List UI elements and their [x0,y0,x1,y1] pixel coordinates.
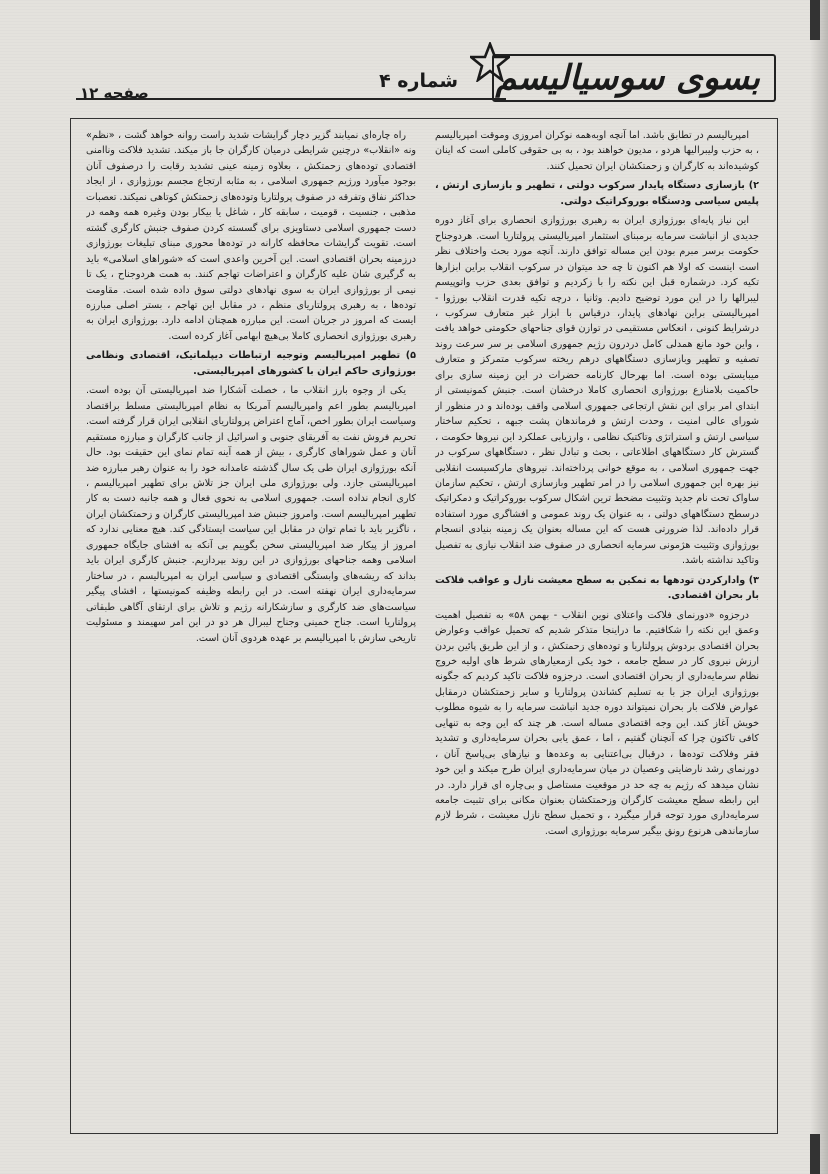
star-icon [470,42,510,82]
section-heading: ۳) واداركردن تودهها به تمکین به سطح معیشت نازل و عواقب فلاکت بار بحران اقتصادی. [435,574,759,602]
paragraph: یکی از وجوه بارز انقلاب ما ، خصلت آشکارا ضد امپریالیستی آن بوده است. امپریالیسم بطور اعم وامپریالیسم آمریکا به نظام امپریالیستی مسلط براقتصاد وسیاست ایران بطور اخص، آماج اعتراض پرولتاریای انقلابی ایران قرار گرفته است. تحریم فروش نفت به آفریقای جنوبی و اسرائیل از جانب کارگران و مبارزه مستقیم آنان و عمل شوراهای کارگری ، بیش از همه آینه تمام نمای این حقیقت بود. حال آنکه بورژوازی ایران طی یک سال گذشته عامدانه خود را به عنوان رهبر مبارزه ضد امپریالیستی جازد. ولی بورژوازی ملی ایران جز تلاش برای تطهیر امپریالیسم ، کاری انجام نداده است. جمهوری اسلامی به نحوی فعال و همه جانبه دست به کار تطهیر امپریالیسم است. وامروز جنبش ضد امپریالیستی کارگران و زحمتکشان ایران ، ناگزیر باید با تمام توان در مقابل این سیاست ایستادگی کند. هیچ معنایی ندارد که امروز از پیکار ضد امپریالیستی سخن بگوییم بی آنکه به افشای جایگاه جمهوری اسلامی وهمه جناحهای بورژوازی در این روند بپردازیم. جنبش کارگری ایران باید بداند که ریشه‌های وابستگی اقتصادی و سیاسی ایران به امپریالیسم ، در ساختار سرمایه‌داری ایران نهفته است. در این رابطه وظیفه کمونیستها ، افشای پیگیر سیاست‌های ضد کارگری و سازشکارانه رژیم و تلاش برای ارتقای آگاهی طبقاتی پرولتاریا است. جناح خمینی وجناح لیبرال هر دو در این امر سهیمند و مسئولیت تاریخی سازش با امپریالیسم بر عهده هردوی آنان است. [86,385,416,644]
section-heading: ۵) تطهیر امپریالیسم وتوجیه ارتباطات دیپلماتیک، اقتصادی ونظامی بورژوازی حاکم ایران با کشورهای امپریالیستی. [86,350,416,377]
scan-corner-mark [810,1134,820,1174]
paragraph: راه چاره‌ای نمیابند گزیر دچار گرایشات شدید راست روانه خواهد گشت ، «نظم» ونه «انقلاب» درچنین شرایطی درمیان کارگران جا باز میکند. تشدید فلاکت وناامنی اقتصادی توده‌های زحمتکش ، بعلاوه زمینه عینی تشدید رقابت را درصفوف آنان بوجود میآورد ورژیم جمهوری اسلامی ، به مثابه ارتجاع مجسم بورژوازی ، از ایجاد حداکثر نفاق وتفرقه در صفوف پرولتاریا وتوده‌های زحمتکش کوتاهی نمیکند. تعصبات مذهبی ، جنسیت ، قومیت ، سابقه کار ، شاغل یا بیکار بودن وغیره همه وهمه در دست جمهوری اسلامی دستاویزی برای گسسته کردن صفوف جنبش کارگری گشته است. تقویت گرایشات محافظه کارانه در توده‌ها محوری مبنای تبلیغات بورژوازی درزمینه بحران اقتصادی است. این آخرین واعدی است که «شوراهای اسلامی» باید به گرگیری شان علیه کارگران و اعتراضات تهاجم کنند. به همت هردوجناح ، یک تا نیمی از بورژوازی ایران به سوی نهادهای دولتی سوق داده شده است. مقاومت توده‌ها ، به رهبری پرولتاریای منظم ، در مقابل این تهاجم ، بستر اصلی مبارزه ایست که امروز در جریان است. این مبارزه همچنان ادامه دارد. بورژوازی ایران به رهبری بورژوازی انحصاری کاملا بی‌هیچ ابهامی آغاز کرده است. [86,130,416,342]
paragraph: این نیاز پایه‌ای بورژوازی ایران به رهبری بورژوازی انحصاری برای آغاز دوره جدیدی از انباشت سرمایه برمبنای استثمار امپریالیستی پرولتاریا است. هردوجناح حکومت برسر مبرم بودن این مساله توافق دارند. آنچه مورد بحث واختلاف نظر است اینست که اولا هم اکنون تا چه حد میتوان در سرکوب انقلاب براین ابزارها تکیه کرد. درشماره قبل این نکته را با زکردیم و توافق بعدی حزب واتوپیسم لیبرالها را در این مورد توضیح دادیم. وثانیا ، درچه تکیه قدرت انقلاب بورژوا - امپریالیستی براین نهادهای پایدار، درقیاس با ابزار غیر متعارف سرکوب ، درشرایط کنونی ، انعکاس مستقیمی در توازن قوای جناحهای حکومتی خواهد یافت ، واین خود مانع همدلی کامل دردرون رژیم جمهوری اسلامی بر سر سرعت روند تصفیه و تطهیر وبازسازی دستگاههای درهم ریخته سرکوب متمرکز و متعارف میبایستی بوده است. اما بهرحال کارنامه حضرات در این زمینه سازی برای حاکمیت بلامنازع بورژوازی انحصاری کاملا درخشان است. جنبش کمونیستی از ابتدای امر برای این نقش ارتجاعی جمهوری اسلامی واقف بوده‌اند و در منظور از شورای عالی امنیت ، وحدت ارتش و فرماندهان پشت جبهه ، تحکیم ساختار سیاسی ارتش و استراتژی وتاکتیک نظامی ، وارزیابی عملکرد این نیروها حکومت ، گسترش کار دستگاههای اطلاعاتی ، بحث و تبادل نظر ، دستگاههای سرکوب در جهت جمهوری اسلامی ، به موقع خوانی پرداخته‌اند. نیروهای مارکسیست انقلابی نیز بهره این جمهوری اسلامی را در امر تطهیر وبازسازی ارتش ، تحکیم سازمان ساواک تحت نام جدید وتثبیت مضحط ترین اشکال سرکوب بوروکراتیک و دمکراتیک درسطح دستگاههای دولتی ، به عنوان یک روند عمومی و افشاگری مورد استفاده قرار داده‌اند. لذا ضرورتی هست که این مساله بعنوان یک زمینه بنیادی انسجام بورژوازی وتثبیت هژمونی سرمایه انحصاری در صفوف ضد انقلاب نیازی به تفصیل وتاکید نداشته باشد. [435,215,759,567]
masthead-logo: بسوی سوسیالیسم [495,58,760,98]
issue-number: شماره ۴ [379,70,458,92]
scan-corner-mark [810,0,820,40]
article-column-left [86,128,416,1130]
paragraph: درجزوه «دورنمای فلاکت واعتلای نوین انقلاب - بهمن ۵۸» به تفصیل اهمیت وعمق این نکته را شکافتیم. ما دراینجا متذکر شدیم که تحمیل عواقب وعوارض بحران اقتصادی بردوش پرولتاریا و توده‌های زحمتکش ، و از این طریق پائین بردن ارزش نیروی کار در سطح جامعه ، خود یکی ازمعیارهای شرط های اولیه خروج نظام سرمایه‌داری از بحران اقتصادی است. درجزوه فلاکت تاکید کردیم که جگونه بورژوازی ایران جز با به تسلیم کشاندن پرولتاریا و سایر زحمتکشان درمقابل عوارض فلاکت بار بحران نمیتواند دوره جدید انباشت سرمایه را به شیوه مطلوب خویش آغاز کند. این وجه اقتصادی مساله است. هر چند که این وجه به تنهایی کافی تاکتون چرا که آنچنان گفتیم ، اما ، عمق یابی بحران سرمایه‌داری و تشدید فقر وفلاکت توده‌ها ، درقبال بی‌اعتنایی به وعده‌ها و نیازهای بی‌پاسخ آنان ، دورنمای رشد نارضایتی وعصیان در میان سرمایه‌داری ایران طرح میکند و این خود نشان میدهد که رژیم به چه حد در موقعیت مستاصل و بی‌چاره ای قرار دارد. در این رابطه سطح معیشت کارگران وزحمتکشان بعنوان مکانی برای تثبیت جامعه سرمایه‌داری مورد توجه قرار میگیرد ، و تحمیل سطح نازل معیشت ، شرط لازم سازماندهی هرنوع رونق بیگیر سرمایه بورژوازی است. [435,609,759,837]
masthead-logo-box [492,54,776,102]
paragraph: امپریالیسم در تطابق باشد. اما آنچه اوبه‌همه نوکران امروزی وموقت امپریالیسم ، به حزب ولیبرالیها هردو ، مدیون خواهند بود ، به بی حقوقی کاملی است که اینان کوشیده‌اند به کارگران و زحمتکشان ایران تحمیل کنند. [435,130,759,172]
scan-edge-shadow [810,0,828,1174]
article-column-right [435,128,759,1130]
masthead [76,48,776,118]
section-heading: ۲) بازسازی دستگاه پایدار سرکوب دولتی ، تطهیر و بازسازی ارتش ، پلیس سیاسی ودستگاه بوروکراتیک دولتی. [435,180,759,207]
page-number: صفحه ۱۲ [80,84,149,102]
